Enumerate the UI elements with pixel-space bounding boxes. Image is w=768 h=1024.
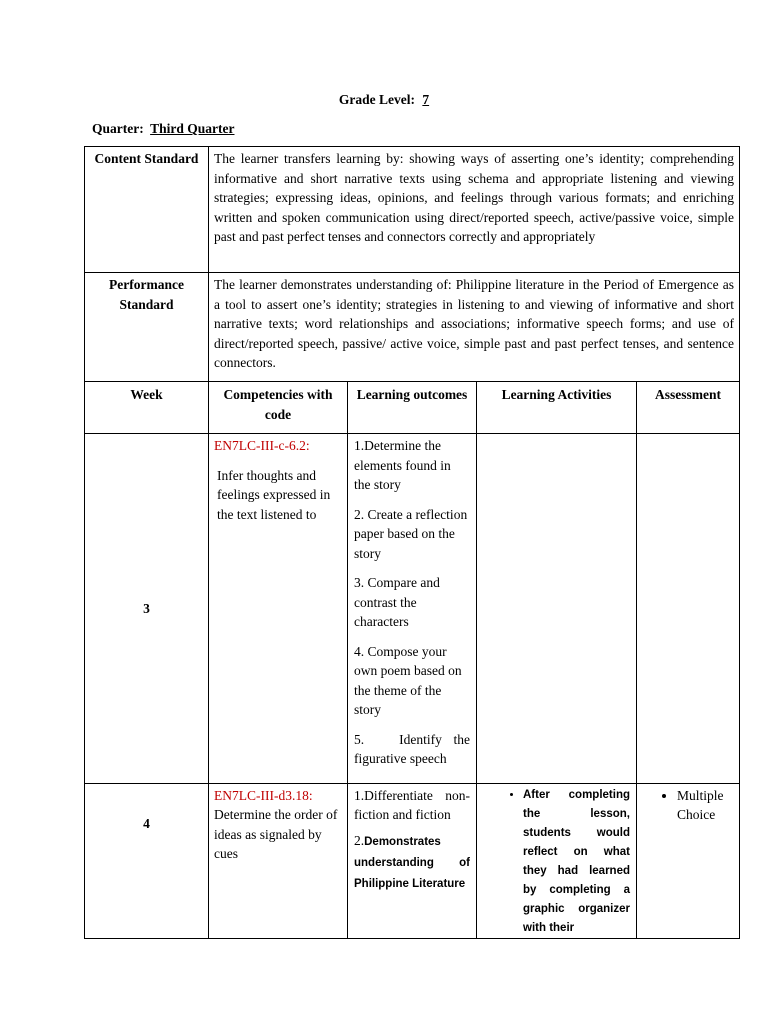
outcome-bold-text: Demonstrates understanding of Philippine Literature <box>354 835 470 890</box>
quarter-value: Third Quarter <box>150 121 235 136</box>
grade-level-value: 7 <box>422 92 430 107</box>
quarter-line <box>92 119 234 139</box>
outcomes-cell <box>348 434 477 784</box>
assessment-header: Assessment <box>637 382 740 434</box>
outcome-item: 1.Determine the elements found in the story <box>354 438 451 492</box>
week-cell: 4 <box>85 783 209 938</box>
content-standard-row <box>85 147 740 273</box>
performance-standard-label: Performance Standard <box>85 273 209 382</box>
activity-item: • After completing the lesson, students would reflect on what they had learned by completing a graphic organizer with their <box>523 786 630 938</box>
competency-text: Infer thoughts and feelings expressed in the text listened to <box>217 467 331 522</box>
performance-standard-text: The learner demonstrates understanding of: Philippine literature in the Period of Emergence as a tool to assert one’s identity; strategies in listening to and viewing of informative and short narrative texts; word relationships and associations; informative speech forms; and use of direct/reported speech, passive/ active voice, simple past and past perfect tenses, and sentence connectors. <box>209 273 740 382</box>
competency-cell <box>209 434 348 784</box>
competency-code: EN7LC-III-c-6.2: <box>214 438 310 453</box>
content-standard-text: The learner transfers learning by: showing ways of asserting one’s identity; comprehending informative and short narrative texts using schema and appropriate listening and viewing strategies; expressing ideas, opinions, and feelings through various formats; and enriching written and spoken communication using direct/reported speech, active/passive voice, simple past and past perfect tenses and connectors correctly and appropriately <box>209 147 740 273</box>
outcome-number: 2. <box>354 832 365 848</box>
outcome-item <box>354 831 470 894</box>
table-row <box>85 434 740 784</box>
outcomes-cell <box>348 783 477 938</box>
competency-text: Determine the order of ideas as signaled by cues <box>214 807 338 861</box>
outcomes-header: Learning outcomes <box>348 382 477 434</box>
activities-list <box>483 786 630 938</box>
outcome-item: 5. Identify the figurative speech <box>354 731 474 766</box>
outcome-item: 4. Compose your own poem based on the theme of the story <box>354 643 462 717</box>
competency-code: EN7LC-III-d3.18: <box>214 787 313 803</box>
competencies-header: Competencies with code <box>209 382 348 434</box>
grade-level-line <box>0 90 768 110</box>
assessment-cell <box>637 783 740 938</box>
column-header-row <box>85 382 740 434</box>
outcome-item: 3. Compare and contrast the characters <box>354 575 440 629</box>
grade-level-label: Grade Level: <box>338 92 415 107</box>
week-header: Week <box>85 382 209 434</box>
activities-cell <box>477 783 637 938</box>
assessment-list <box>641 786 735 825</box>
content-standard-label: Content Standard <box>85 147 209 273</box>
outcome-item: 2. Create a reflection paper based on the story <box>354 506 468 561</box>
performance-standard-row <box>85 273 740 382</box>
quarter-label: Quarter: <box>92 121 144 136</box>
activities-cell <box>477 434 637 784</box>
curriculum-table <box>84 146 740 939</box>
table-row <box>85 783 740 938</box>
week-cell: 3 <box>85 434 209 784</box>
assessment-item: • Multiple Choice <box>677 786 727 825</box>
activities-header: Learning Activities <box>477 382 637 434</box>
competency-cell <box>209 783 348 938</box>
outcome-item: 1.Differentiate non-fiction and fiction <box>354 787 470 822</box>
assessment-cell <box>637 434 740 784</box>
